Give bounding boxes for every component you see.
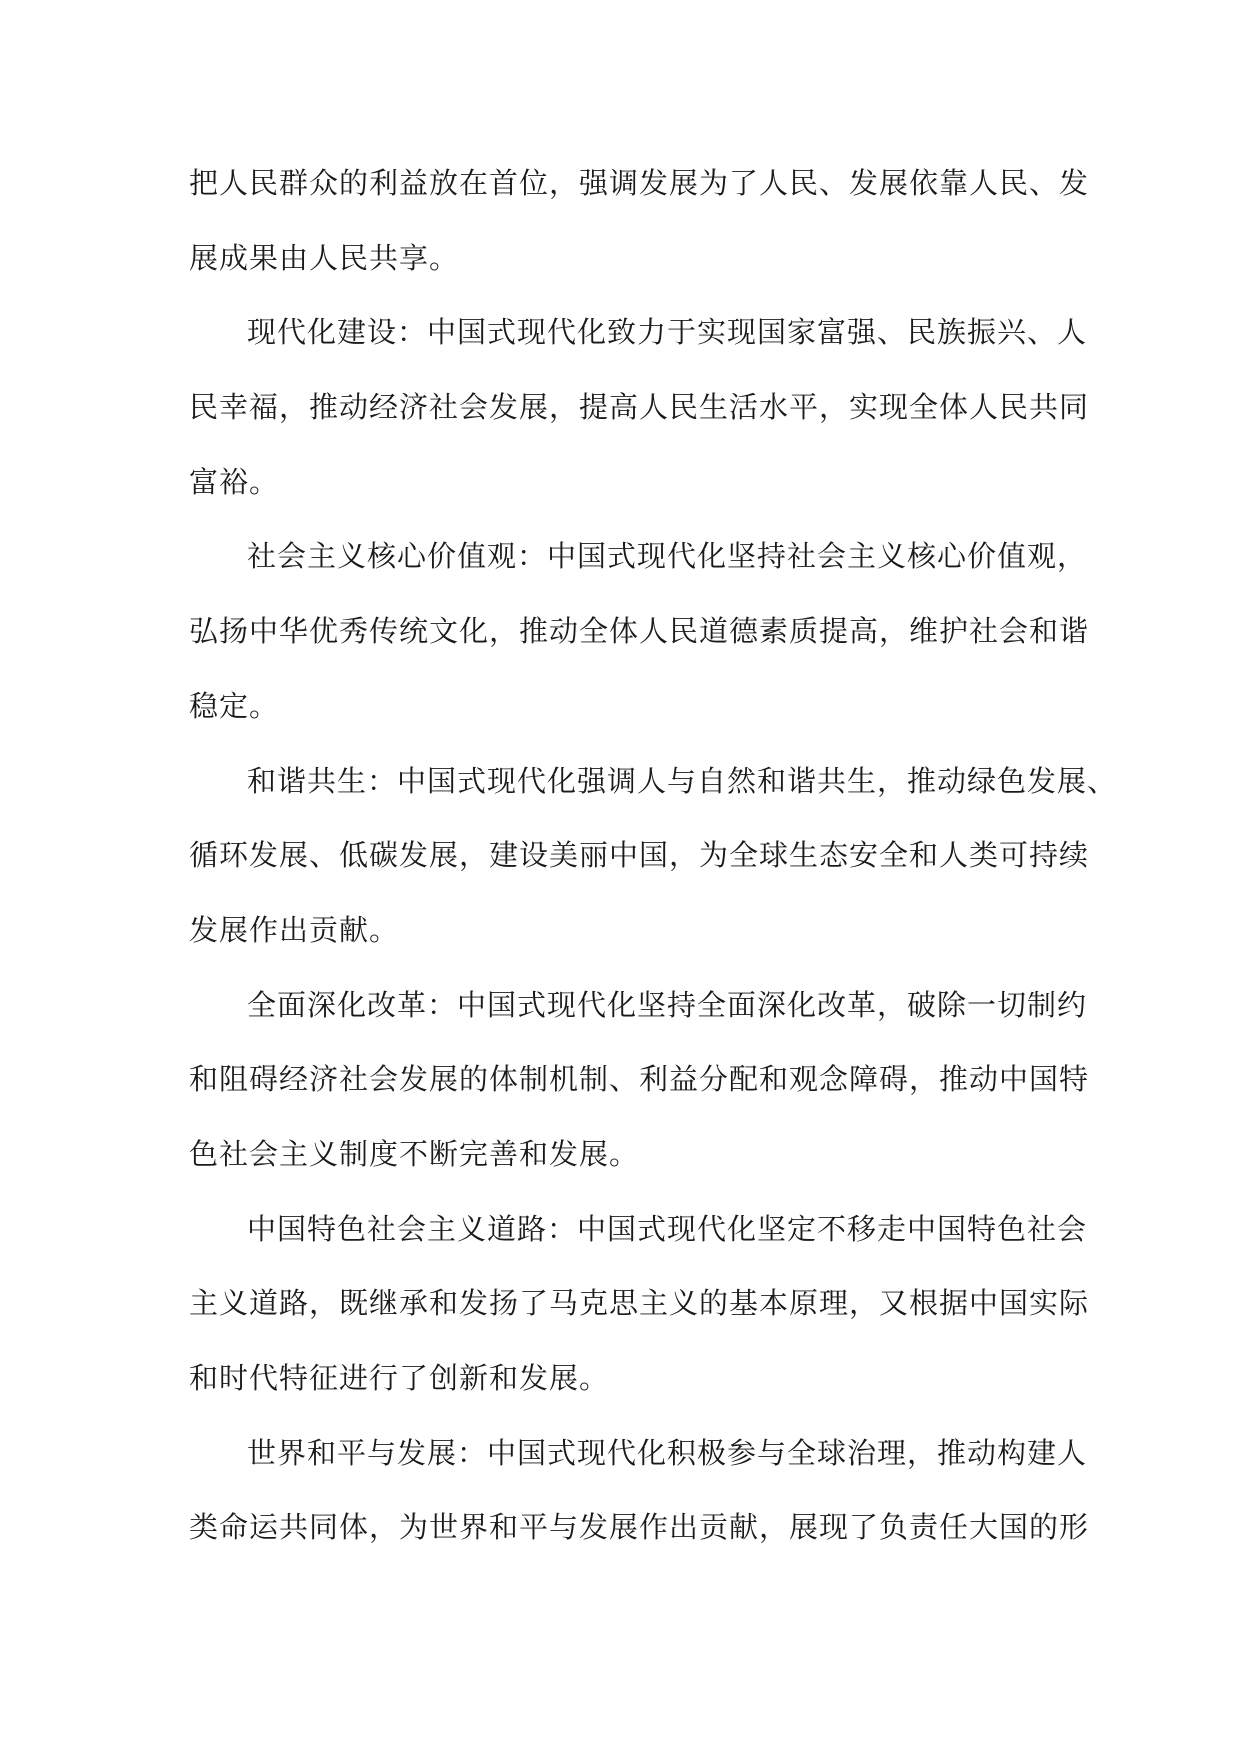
text-line: 民幸福，推动经济社会发展，提高人民生活水平，实现全体人民共同 xyxy=(189,390,1090,425)
text-line: 展成果由人民共享。 xyxy=(189,240,460,275)
document-body xyxy=(189,146,1118,1565)
text-line: 富裕。 xyxy=(189,464,280,499)
text-line: 和时代特征进行了创新和发展。 xyxy=(189,1361,610,1395)
text-line: 现代化建设：中国式现代化致力于实现国家富强、民族振兴、人 xyxy=(247,315,1088,350)
text-line: 全面深化改革：中国式现代化坚持全面深化改革，破除一切制约 xyxy=(247,987,1088,1022)
text-line: 和谐共生：中国式现代化强调人与自然和谐共生，推动绿色发展、 xyxy=(247,763,1118,798)
text-line: 中国特色社会主义道路：中国式现代化坚定不移走中国特色社会 xyxy=(247,1211,1088,1246)
text-line: 和阻碍经济社会发展的体制机制、利益分配和观念障碍，推动中国特 xyxy=(189,1062,1090,1097)
text-line: 世界和平与发展：中国式现代化积极参与全球治理，推动构建人 xyxy=(247,1435,1088,1470)
text-line: 色社会主义制度不断完善和发展。 xyxy=(189,1136,640,1171)
text-line: 发展作出贡献。 xyxy=(189,912,400,947)
text-line: 稳定。 xyxy=(189,688,280,723)
text-line: 循环发展、低碳发展，建设美丽中国，为全球生态安全和人类可持续 xyxy=(189,838,1090,873)
text-line: 把人民群众的利益放在首位，强调发展为了人民、发展依靠人民、发 xyxy=(189,166,1090,200)
text-line: 主义道路，既继承和发扬了马克思主义的基本原理，又根据中国实际 xyxy=(189,1286,1090,1321)
text-line: 类命运共同体，为世界和平与发展作出贡献，展现了负责任大国的形 xyxy=(189,1510,1090,1545)
text-line: 社会主义核心价值观：中国式现代化坚持社会主义核心价值观， xyxy=(247,539,1088,574)
text-line: 弘扬中华优秀传统文化，推动全体人民道德素质提高，维护社会和谐 xyxy=(189,614,1090,649)
